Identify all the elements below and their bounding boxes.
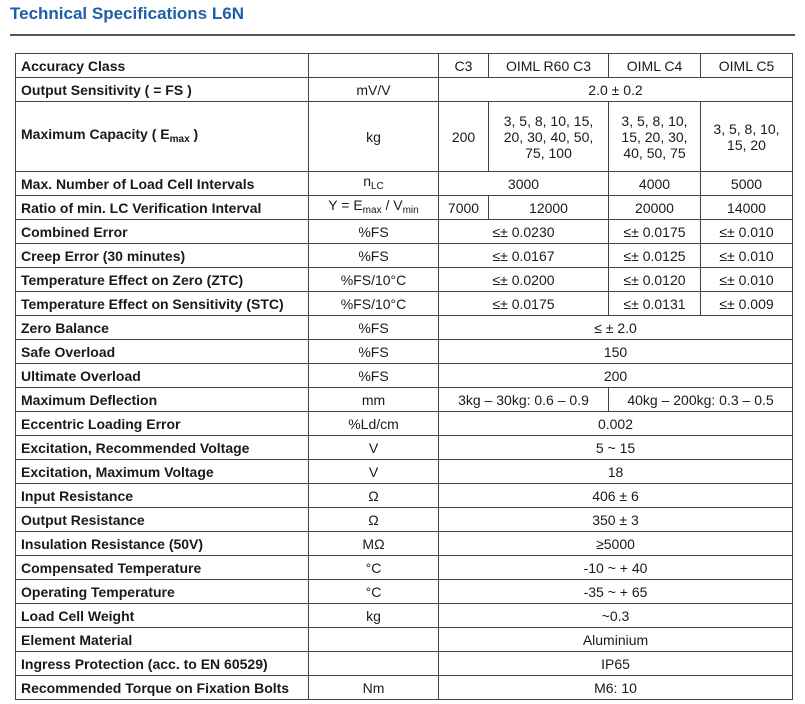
unit-cell: Ω: [309, 484, 439, 508]
row-label: Excitation, Recommended Voltage: [16, 436, 309, 460]
value-cell: 0.002: [439, 412, 793, 436]
unit-cell: V: [309, 460, 439, 484]
unit-cell: %FS: [309, 364, 439, 388]
row-label: Excitation, Maximum Voltage: [16, 460, 309, 484]
row-label: Compensated Temperature: [16, 556, 309, 580]
row-label: Max. Number of Load Cell Intervals: [16, 172, 309, 196]
value-cell: 3000: [439, 172, 609, 196]
value-cell: ≤± 0.010: [701, 220, 793, 244]
row-label: Creep Error (30 minutes): [16, 244, 309, 268]
value-cell: 350 ± 3: [439, 508, 793, 532]
table-row: [16, 364, 793, 388]
value-cell: 150: [439, 340, 793, 364]
table-row: [16, 340, 793, 364]
unit-cell: $n_{LC}$: [309, 172, 439, 196]
table-row: [16, 244, 793, 268]
table-row: [16, 54, 793, 78]
value-cell: 406 ± 6: [439, 484, 793, 508]
row-label: Ultimate Overload: [16, 364, 309, 388]
table-row: [16, 484, 793, 508]
row-label: Temperature Effect on Sensitivity (STC): [16, 292, 309, 316]
value-cell: 5 ~ 15: [439, 436, 793, 460]
table-row: [16, 460, 793, 484]
unit-cell: Nm: [309, 676, 439, 700]
value-cell: ≤± 0.0120: [609, 268, 701, 292]
value-cell: ≤± 0.0230: [439, 220, 609, 244]
value-cell: 4000: [609, 172, 701, 196]
table-row: [16, 604, 793, 628]
value-cell: 3kg – 30kg: 0.6 – 0.9: [439, 388, 609, 412]
value-cell: ≤± 0.0167: [439, 244, 609, 268]
unit-cell: %FS: [309, 316, 439, 340]
table-row: [16, 580, 793, 604]
value-cell: 3, 5, 8, 10, 15, 20: [701, 102, 793, 172]
value-cell: 200: [439, 102, 489, 172]
unit-cell: %FS/10°C: [309, 292, 439, 316]
table-row: [16, 102, 793, 172]
value-cell: ≤± 0.0200: [439, 268, 609, 292]
value-cell: ~0.3: [439, 604, 793, 628]
value-cell: ≤± 0.0175: [439, 292, 609, 316]
row-label: Ingress Protection (acc. to EN 60529): [16, 652, 309, 676]
value-cell: 7000: [439, 196, 489, 220]
table-row: [16, 556, 793, 580]
value-cell: 20000: [609, 196, 701, 220]
value-cell: ≤ ± 2.0: [439, 316, 793, 340]
table-row: [16, 652, 793, 676]
row-label: Safe Overload: [16, 340, 309, 364]
row-label: Accuracy Class: [16, 54, 309, 78]
table-row: [16, 412, 793, 436]
value-cell: M6: 10: [439, 676, 793, 700]
class-c3: C3: [439, 54, 489, 78]
table-row: [16, 78, 793, 102]
unit-cell: %FS: [309, 340, 439, 364]
unit-cell: mm: [309, 388, 439, 412]
class-oiml-r60-c3: OIML R60 C3: [489, 54, 609, 78]
page-title: Technical Specifications L6N: [10, 4, 244, 23]
unit-cell: mV/V: [309, 78, 439, 102]
value-cell: ≤± 0.0125: [609, 244, 701, 268]
row-label: Output Sensitivity ( = FS ): [16, 78, 309, 102]
table-row: [16, 172, 793, 196]
value-cell: 200: [439, 364, 793, 388]
row-label: Load Cell Weight: [16, 604, 309, 628]
table-row: [16, 532, 793, 556]
row-label: Maximum Deflection: [16, 388, 309, 412]
row-label: Ratio of min. LC Verification Interval: [16, 196, 309, 220]
value-cell: ≤± 0.010: [701, 268, 793, 292]
value-cell: 18: [439, 460, 793, 484]
value-cell: 5000: [701, 172, 793, 196]
unit-cell: kg: [309, 604, 439, 628]
unit-cell: °C: [309, 580, 439, 604]
table-row: [16, 628, 793, 652]
row-label: Element Material: [16, 628, 309, 652]
table-row: [16, 676, 793, 700]
unit-cell: %FS: [309, 244, 439, 268]
value-cell: ≥5000: [439, 532, 793, 556]
class-oiml-c4: OIML C4: [609, 54, 701, 78]
unit-cell: [309, 628, 439, 652]
table-row: [16, 508, 793, 532]
table-row: [16, 436, 793, 460]
row-label: Operating Temperature: [16, 580, 309, 604]
value-cell: ≤± 0.010: [701, 244, 793, 268]
row-label: Output Resistance: [16, 508, 309, 532]
unit-cell: kg: [309, 102, 439, 172]
value-cell: ≤± 0.009: [701, 292, 793, 316]
row-label: Temperature Effect on Zero (ZTC): [16, 268, 309, 292]
value-cell: ≤± 0.0175: [609, 220, 701, 244]
row-label: Combined Error: [16, 220, 309, 244]
table-row: [16, 388, 793, 412]
row-label: Eccentric Loading Error: [16, 412, 309, 436]
unit-cell: $Y = E_{max} / V_{min}$: [309, 196, 439, 220]
unit-cell: %Ld/cm: [309, 412, 439, 436]
row-label: Zero Balance: [16, 316, 309, 340]
value-cell: -10 ~ + 40: [439, 556, 793, 580]
unit-cell: Ω: [309, 508, 439, 532]
value-cell: 3, 5, 8, 10, 15, 20, 30, 40, 50, 75, 100: [489, 102, 609, 172]
unit-cell: %FS: [309, 220, 439, 244]
value-cell: IP65: [439, 652, 793, 676]
row-label: Insulation Resistance (50V): [16, 532, 309, 556]
unit-cell: MΩ: [309, 532, 439, 556]
spec-table: [15, 53, 793, 700]
table-row: [16, 292, 793, 316]
table-row: [16, 196, 793, 220]
value-cell: -35 ~ + 65: [439, 580, 793, 604]
value-cell: 14000: [701, 196, 793, 220]
class-oiml-c5: OIML C5: [701, 54, 793, 78]
unit-cell: %FS/10°C: [309, 268, 439, 292]
value-cell: 12000: [489, 196, 609, 220]
title-divider: [10, 34, 795, 36]
unit-cell: [309, 54, 439, 78]
value-cell: 2.0 ± 0.2: [439, 78, 793, 102]
unit-cell: [309, 652, 439, 676]
value-cell: ≤± 0.0131: [609, 292, 701, 316]
table-row: [16, 316, 793, 340]
table-row: [16, 220, 793, 244]
table-row: [16, 268, 793, 292]
value-cell: 3, 5, 8, 10, 15, 20, 30, 40, 50, 75: [609, 102, 701, 172]
value-cell: Aluminium: [439, 628, 793, 652]
unit-cell: °C: [309, 556, 439, 580]
unit-cell: V: [309, 436, 439, 460]
row-label: Input Resistance: [16, 484, 309, 508]
row-label: Maximum Capacity ( $E_{max}$ ): [16, 102, 309, 172]
value-cell: 40kg – 200kg: 0.3 – 0.5: [609, 388, 793, 412]
row-label: Recommended Torque on Fixation Bolts: [16, 676, 309, 700]
